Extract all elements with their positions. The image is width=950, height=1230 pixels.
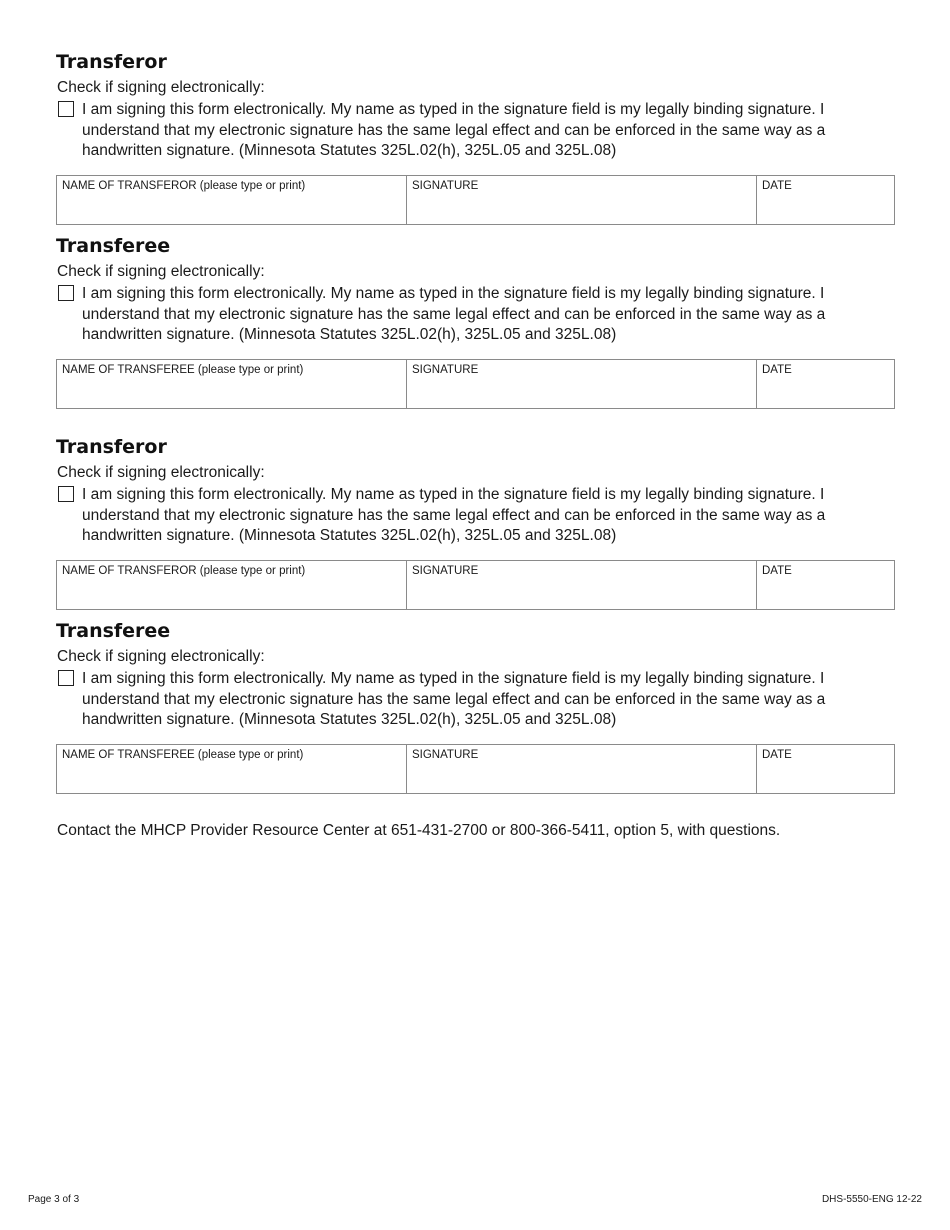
signature-field-label: SIGNATURE bbox=[412, 179, 479, 192]
section-heading: Transferor bbox=[56, 436, 167, 458]
date-field-label: DATE bbox=[762, 179, 792, 192]
transferee-section-1 bbox=[56, 235, 895, 409]
transferee-section-2 bbox=[56, 620, 895, 794]
electronic-consent bbox=[56, 669, 895, 731]
date-field-label: DATE bbox=[762, 564, 792, 577]
check-electronic-label: Check if signing electronically: bbox=[57, 79, 265, 96]
check-electronic-label: Check if signing electronically: bbox=[57, 648, 265, 665]
name-field-label: NAME OF TRANSFEROR (please type or print) bbox=[62, 564, 306, 577]
electronic-signature-checkbox[interactable] bbox=[58, 486, 74, 502]
consent-text: I am signing this form electronically. My name as typed in the signature field is my legally binding signature. I understand that my electronic signature has the same legal effect and can be enforced in the same way as a handwritten signature. (Minnesota Statutes 325L.02(h), 325L.05 and 325L.08) bbox=[82, 670, 826, 728]
electronic-signature-checkbox[interactable] bbox=[58, 670, 74, 686]
section-heading: Transferee bbox=[56, 620, 171, 642]
consent-text: I am signing this form electronically. My name as typed in the signature field is my legally binding signature. I understand that my electronic signature has the same legal effect and can be enforced in the same way as a handwritten signature. (Minnesota Statutes 325L.02(h), 325L.05 and 325L.08) bbox=[82, 101, 826, 159]
signature-table bbox=[56, 744, 895, 794]
signature-table bbox=[56, 560, 895, 610]
section-heading: Transferee bbox=[56, 235, 171, 257]
signature-field[interactable] bbox=[406, 745, 756, 793]
electronic-signature-checkbox[interactable] bbox=[58, 101, 74, 117]
date-field-label: DATE bbox=[762, 363, 792, 376]
date-field-label: DATE bbox=[762, 748, 792, 761]
transferee-name-field[interactable] bbox=[57, 360, 406, 408]
transferee-name-field[interactable] bbox=[57, 745, 406, 793]
name-field-label: NAME OF TRANSFEREE (please type or print) bbox=[62, 748, 304, 761]
check-electronic-label: Check if signing electronically: bbox=[57, 464, 265, 481]
consent-text: I am signing this form electronically. My name as typed in the signature field is my legally binding signature. I understand that my electronic signature has the same legal effect and can be enforced in the same way as a handwritten signature. (Minnesota Statutes 325L.02(h), 325L.05 and 325L.08) bbox=[82, 285, 826, 343]
electronic-consent bbox=[56, 485, 895, 547]
signature-field[interactable] bbox=[406, 360, 756, 408]
section-heading: Transferor bbox=[56, 51, 167, 73]
transferor-section-1 bbox=[56, 51, 895, 225]
date-field[interactable] bbox=[756, 745, 894, 793]
date-field[interactable] bbox=[756, 360, 894, 408]
transferor-name-field[interactable] bbox=[57, 176, 406, 224]
check-electronic-label: Check if signing electronically: bbox=[57, 263, 265, 280]
transferor-name-field[interactable] bbox=[57, 561, 406, 609]
signature-field[interactable] bbox=[406, 561, 756, 609]
date-field[interactable] bbox=[756, 561, 894, 609]
name-field-label: NAME OF TRANSFEREE (please type or print) bbox=[62, 363, 304, 376]
signature-field-label: SIGNATURE bbox=[412, 363, 479, 376]
signature-field[interactable] bbox=[406, 176, 756, 224]
consent-text: I am signing this form electronically. My name as typed in the signature field is my legally binding signature. I understand that my electronic signature has the same legal effect and can be enforced in the same way as a handwritten signature. (Minnesota Statutes 325L.02(h), 325L.05 and 325L.08) bbox=[82, 486, 826, 544]
electronic-consent bbox=[56, 100, 895, 162]
electronic-signature-checkbox[interactable] bbox=[58, 285, 74, 301]
electronic-consent bbox=[56, 284, 895, 346]
signature-table bbox=[56, 359, 895, 409]
signature-field-label: SIGNATURE bbox=[412, 564, 479, 577]
contact-info: Contact the MHCP Provider Resource Center at 651-431-2700 or 800-366-5411, option 5, with questions. bbox=[57, 822, 781, 839]
name-field-label: NAME OF TRANSFEROR (please type or print) bbox=[62, 179, 306, 192]
transferor-section-2 bbox=[56, 436, 895, 610]
page-number: Page 3 of 3 bbox=[28, 1194, 80, 1205]
signature-table bbox=[56, 175, 895, 225]
form-id: DHS-5550-ENG 12-22 bbox=[821, 1194, 922, 1205]
signature-field-label: SIGNATURE bbox=[412, 748, 479, 761]
date-field[interactable] bbox=[756, 176, 894, 224]
